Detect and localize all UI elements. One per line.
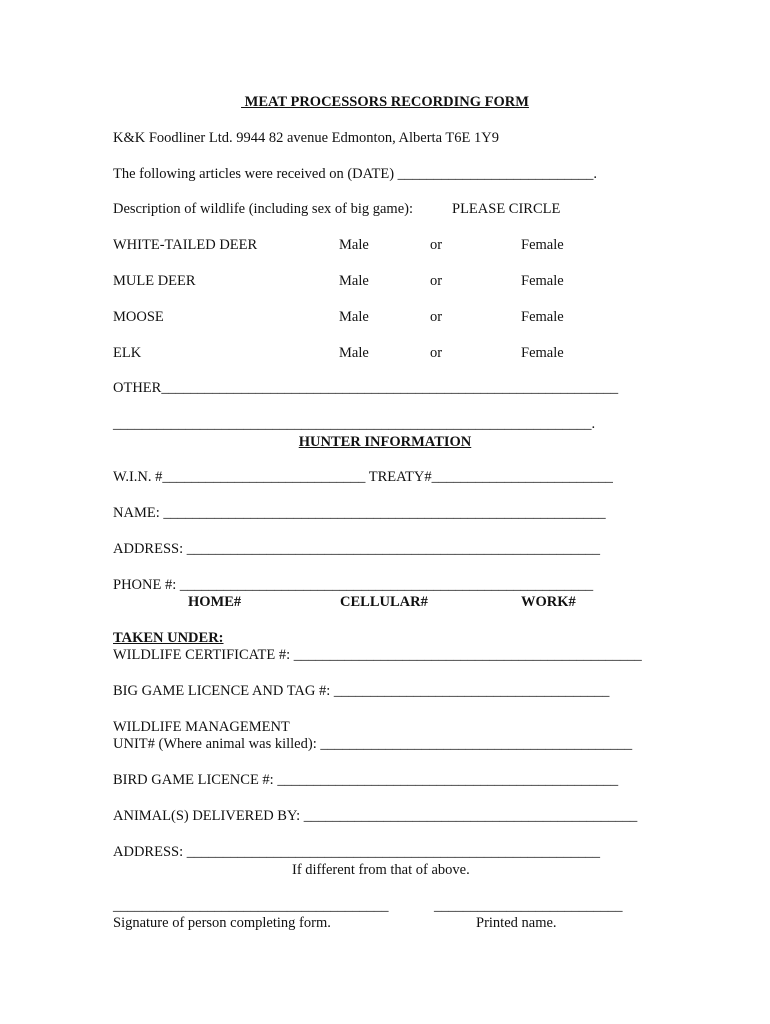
animal-name: WHITE-TAILED DEER	[113, 237, 258, 253]
printed-name-label: Printed name.	[476, 915, 557, 931]
phone-cellular-label: CELLULAR#	[340, 594, 428, 610]
taken-under-heading: TAKEN UNDER:	[113, 630, 224, 646]
wmu-unit-field[interactable]: UNIT# (Where animal was killed): ___________________________________________	[113, 736, 633, 752]
name-field[interactable]: NAME: _____________________________________________________________	[113, 505, 606, 521]
description-label: Description of wildlife (including sex of big game):	[113, 201, 413, 217]
male-option[interactable]: Male	[339, 309, 369, 325]
received-date-field[interactable]: The following articles were received on (DATE) ___________________________.	[113, 166, 598, 182]
big-game-licence-field[interactable]: BIG GAME LICENCE AND TAG #: ______________________________________	[113, 683, 610, 699]
phone-work-label: WORK#	[521, 594, 576, 610]
bird-game-licence-field[interactable]: BIRD GAME LICENCE #: _______________________________________________	[113, 772, 619, 788]
or-text: or	[430, 237, 443, 253]
female-option[interactable]: Female	[521, 309, 564, 325]
address-field[interactable]: ADDRESS: _________________________________________________________	[113, 541, 600, 557]
other-field-continued[interactable]: __________________________________________________________________.	[113, 416, 596, 432]
printed-name-field[interactable]: __________________________	[434, 898, 623, 914]
female-option[interactable]: Female	[521, 345, 564, 361]
animal-name: MULE DEER	[113, 273, 196, 289]
animal-name: ELK	[113, 345, 142, 361]
wildlife-certificate-field[interactable]: WILDLIFE CERTIFICATE #: ________________________________________________	[113, 647, 642, 663]
company-address: K&K Foodliner Ltd. 9944 82 avenue Edmonton, Alberta T6E 1Y9	[113, 130, 499, 146]
please-circle-instruction: PLEASE CIRCLE	[452, 201, 561, 217]
animal-name: MOOSE	[113, 309, 164, 325]
female-option[interactable]: Female	[521, 237, 564, 253]
female-option[interactable]: Female	[521, 273, 564, 289]
wmu-label: WILDLIFE MANAGEMENT	[113, 719, 290, 735]
signature-field[interactable]: ______________________________________	[113, 898, 389, 914]
signature-label: Signature of person completing form.	[113, 915, 331, 931]
phone-field[interactable]: PHONE #: _________________________________________________________	[113, 577, 594, 593]
or-text: or	[430, 345, 443, 361]
win-treaty-field[interactable]: W.I.N. #____________________________ TREATY#_________________________	[113, 469, 613, 485]
if-different-note: If different from that of above.	[292, 862, 470, 878]
male-option[interactable]: Male	[339, 237, 369, 253]
male-option[interactable]: Male	[339, 273, 369, 289]
form-title: MEAT PROCESSORS RECORDING FORM	[241, 94, 529, 110]
delivered-by-field[interactable]: ANIMAL(S) DELIVERED BY: ______________________________________________	[113, 808, 638, 824]
male-option[interactable]: Male	[339, 345, 369, 361]
other-field[interactable]: OTHER_______________________________________________________________	[113, 380, 619, 396]
or-text: or	[430, 273, 443, 289]
delivery-address-field[interactable]: ADDRESS: _________________________________________________________	[113, 844, 600, 860]
hunter-information-heading: HUNTER INFORMATION	[298, 434, 472, 450]
phone-home-label: HOME#	[188, 594, 242, 610]
or-text: or	[430, 309, 443, 325]
